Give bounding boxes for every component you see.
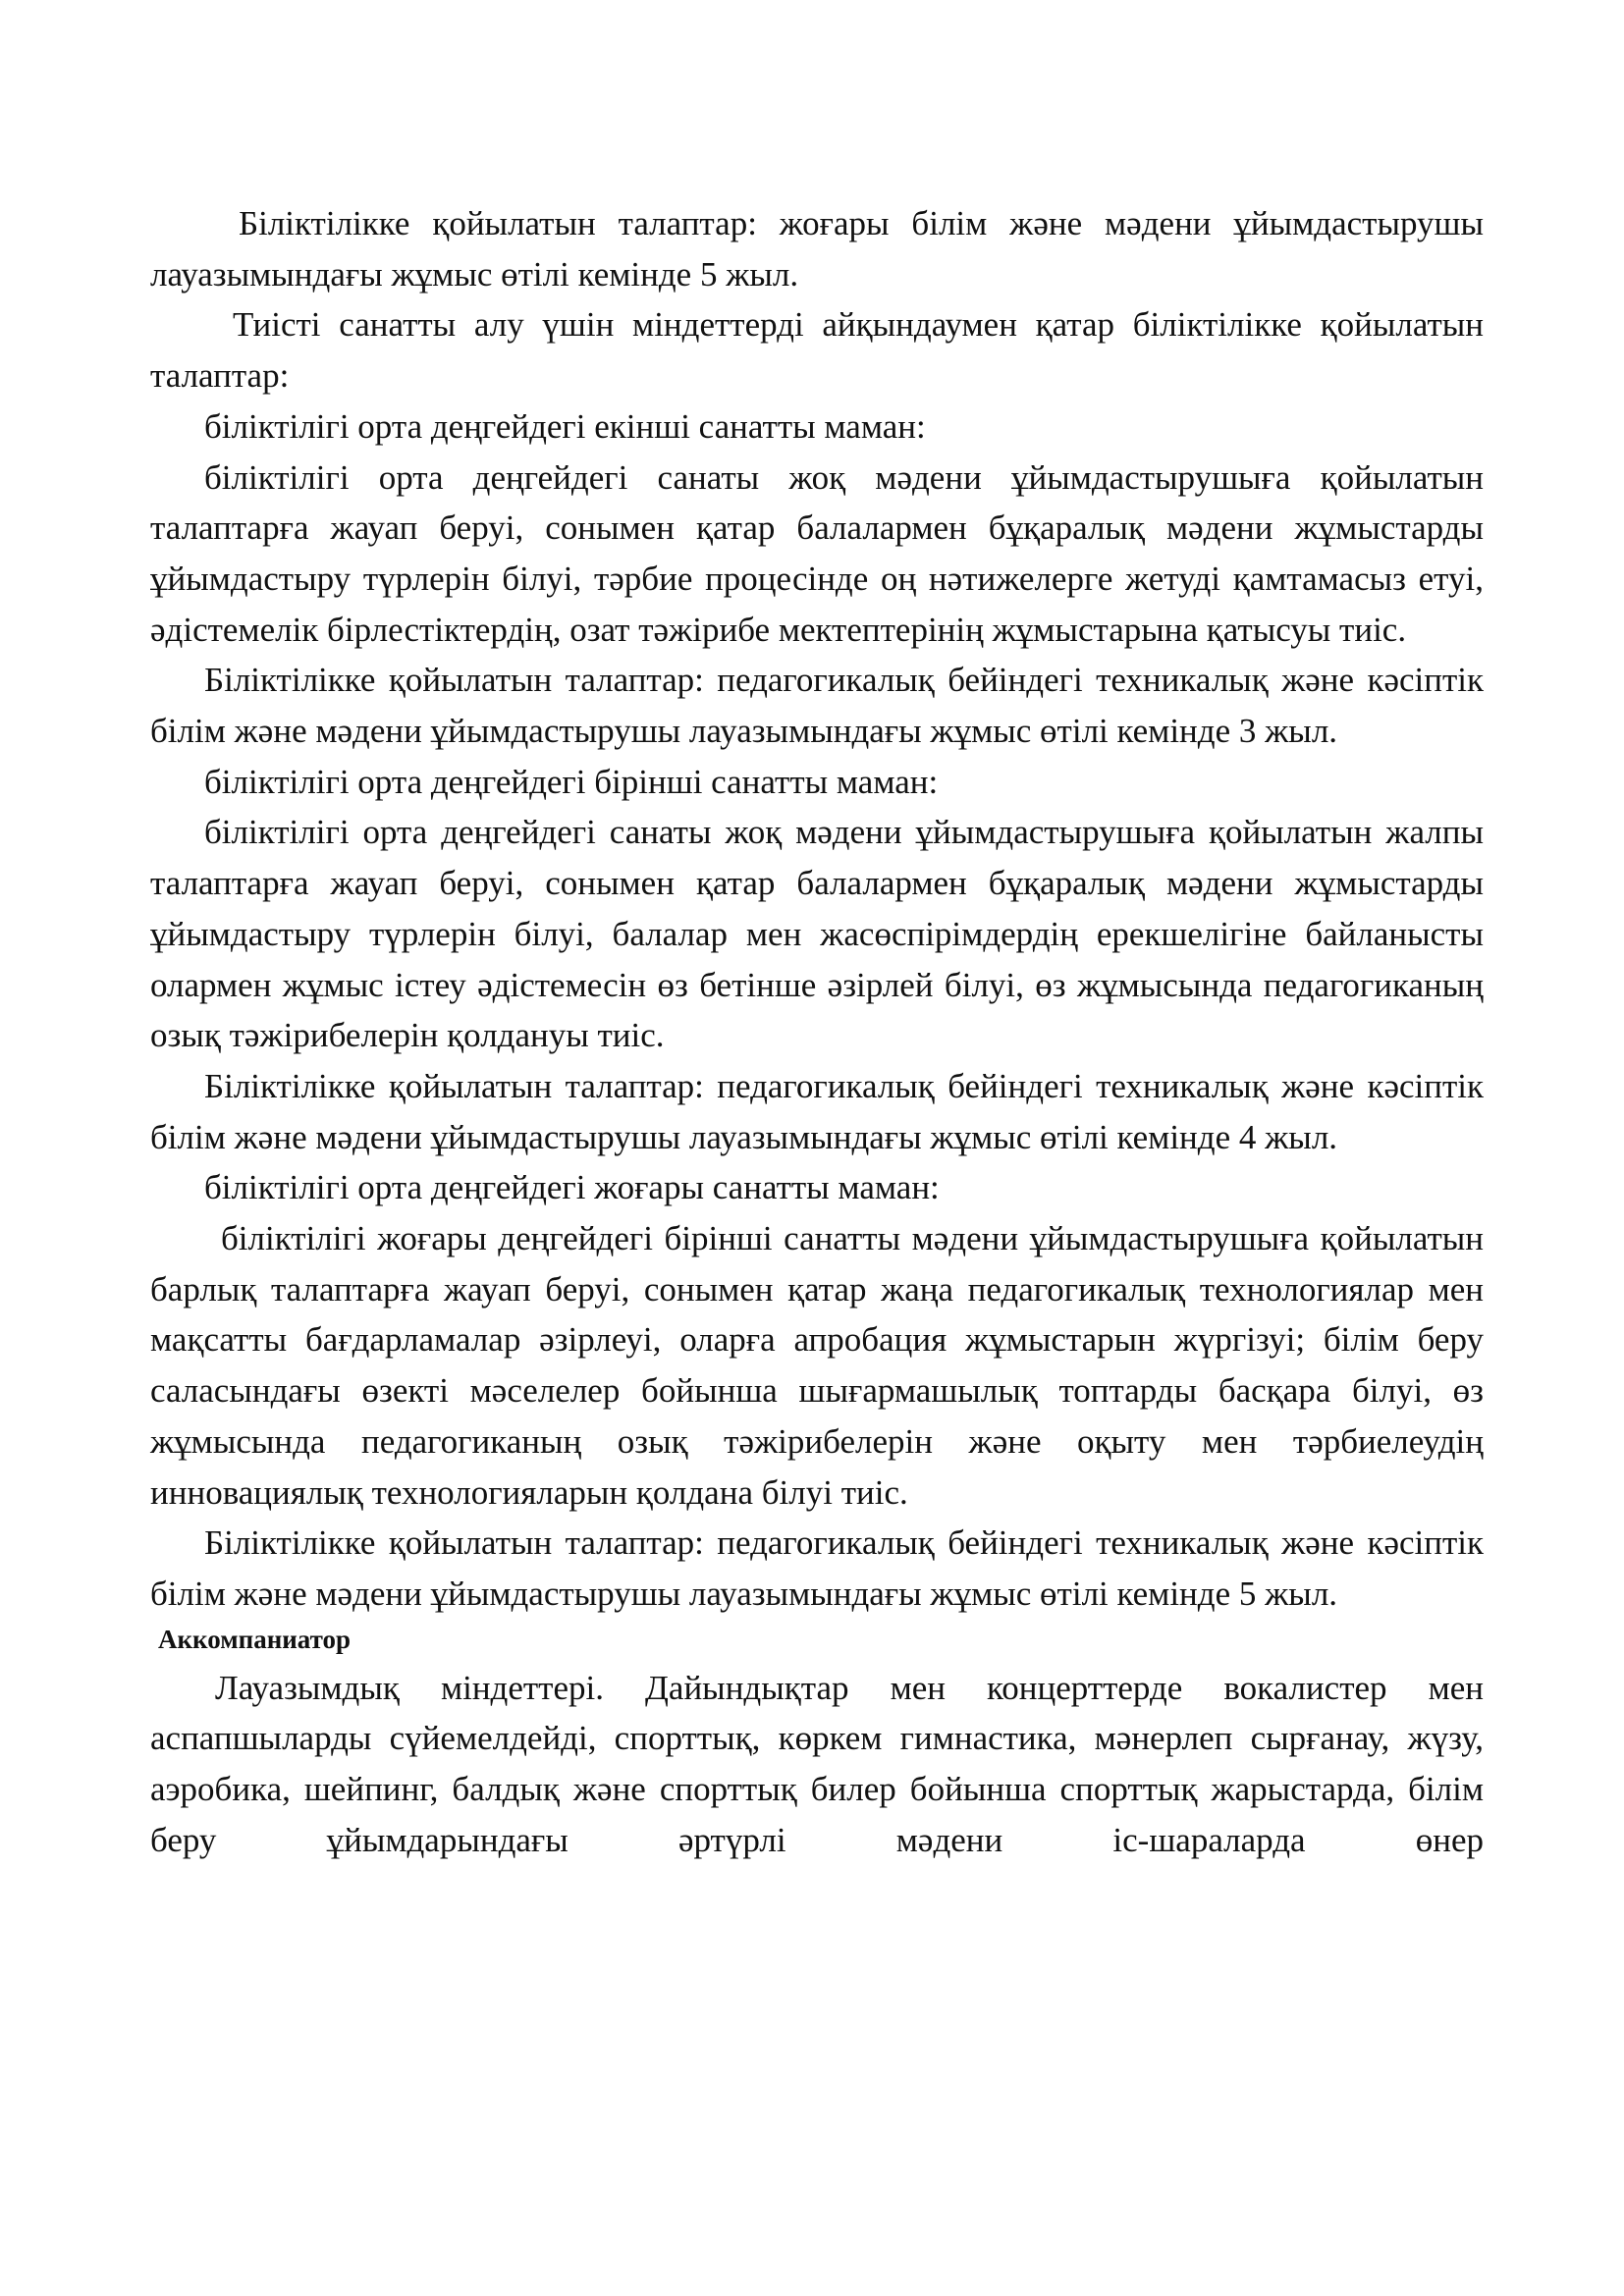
paragraph-second-category-requirements: Біліктілікке қойылатын талаптар: педагогикалық бейіндегі техникалық және кәсіптік білім және мәдени ұйымдастырушы лауазымындағы жұмыс өтілі кемінде 3 жыл.: [150, 661, 1484, 751]
section-heading-accompanist: Аккомпаниатор: [158, 1624, 352, 1654]
paragraph-qualification-requirements-higher: Біліктілікке қойылатын талаптар: жоғары білім және мәдени ұйымдастырушы лауазымындағы жұмыс өтілі кемінде 5 жыл.: [150, 204, 1484, 294]
paragraph-first-category-duties: біліктілігі орта деңгейдегі санаты жоқ мәдени ұйымдастырушыға қойылатын жалпы талаптарға жауап беруі, сонымен қатар балалармен бұқаралық мәдени жұмыстарды ұйымдастыру түрлерін білуі, балалар мен жасөспірімдердің ерекшелігіне байланысты олармен жұмыс істеу әдістемесін өз бетінше әзірлей білуі, өз жұмысында педагогиканың озық тәжірибелерін қолдануы тиіс.: [150, 813, 1484, 1055]
paragraph-highest-category-requirements: Біліктілікке қойылатын талаптар: педагогикалық бейіндегі техникалық және кәсіптік білім және мәдени ұйымдастырушы лауазымындағы жұмыс өтілі кемінде 5 жыл.: [150, 1523, 1484, 1613]
subheading-second-category: біліктілігі орта деңгейдегі екінші санатты маман:: [204, 406, 926, 446]
paragraph-first-category-requirements: Біліктілікке қойылатын талаптар: педагогикалық бейіндегі техникалық және кәсіптік білім және мәдени ұйымдастырушы лауазымындағы жұмыс өтілі кемінде 4 жыл.: [150, 1066, 1484, 1156]
subheading-first-category: біліктілігі орта деңгейдегі бірінші санатты маман:: [204, 762, 939, 801]
subheading-highest-category: біліктілігі орта деңгейдегі жоғары санатты маман:: [204, 1168, 940, 1207]
paragraph-category-intro: Тиісті санатты алу үшін міндеттерді айқындаумен қатар біліктілікке қойылатын талаптар:: [150, 305, 1484, 396]
paragraph-highest-category-duties: біліктілігі жоғары деңгейдегі бірінші санатты мәдени ұйымдастырушыға қойылатын барлық талаптарға жауап беруі, сонымен қатар жаңа педагогикалық технологиялар мен мақсатты бағдарламалар әзірлеуі, оларға апробация жұмыстарын жүргізуі; білім беру саласындағы өзекті мәселелер бойынша шығармашылық топтарды басқара білуі, өз жұмысында педагогиканың озық тәжірибелерін және оқыту мен тәрбиелеудің инновациялық технологияларын қолдана білуі тиіс.: [150, 1219, 1484, 1512]
paragraph-accompanist-duties: Лауазымдық міндеттері. Дайындықтар мен концерттерде вокалистер мен аспапшыларды сүйемелдейді, спорттық, көркем гимнастика, мәнерлеп сырғанау, жүзу, аэробика, шейпинг, балдық және спорттық билер бойынша спорттық жарыстарда, білім беру ұйымдарындағы әртүрлі мәдени іс-шараларда өнер: [150, 1668, 1484, 1859]
document-page: [150, 198, 1484, 1866]
paragraph-second-category-duties: біліктілігі орта деңгейдегі санаты жоқ мәдени ұйымдастырушыға қойылатын талаптарға жауап беруі, сонымен қатар балалармен бұқаралық мәдени жұмыстарды ұйымдастыру түрлерін білуі, тәрбие процесінде оң нәтижелерге жетуді қамтамасыз етуі, әдістемелік бірлестіктердің, озат тәжірибе мектептерінің жұмыстарына қатысуы тиіс.: [150, 457, 1484, 649]
